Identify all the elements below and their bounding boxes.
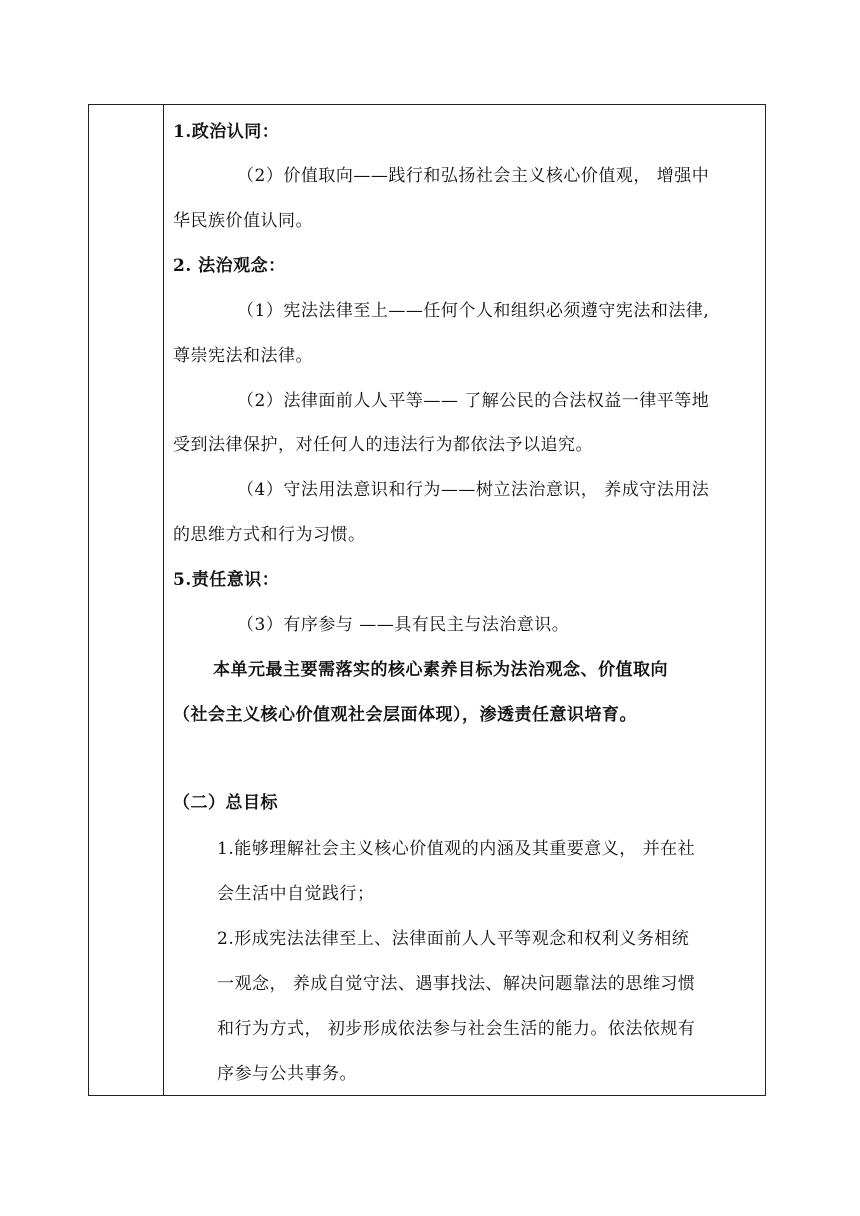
- item2-sub4-line1: （4）守法用法意识和行为——树立法治意识， 养成守法用法: [237, 480, 710, 500]
- content-table: [88, 104, 766, 1096]
- item2-heading: 2. 法治观念：: [173, 256, 286, 276]
- item5-sub3-line1: （3）有序参与 ——具有民主与法治意识。: [237, 615, 570, 635]
- item5-heading: 5.责任意识：: [173, 570, 280, 590]
- goal1-line2: 会生活中自觉践行；: [217, 884, 375, 904]
- summary-line1: 本单元最主要需落实的核心素养目标为法治观念、价值取向: [213, 660, 668, 680]
- table-content-cell: [165, 105, 765, 1095]
- goal2-line1: 2.形成宪法法律至上、法律面前人人平等观念和权利义务相统: [217, 929, 690, 949]
- goal2-line3: 和行为方式， 初步形成依法参与社会生活的能力。依法依规有: [217, 1019, 696, 1039]
- item2-sub2-line1: （2）法律面前人人平等—— 了解公民的合法权益一律平等地: [237, 391, 710, 411]
- item2-sub2-line2: 受到法律保护，对任何人的违法行为都依法予以追究。: [173, 435, 593, 455]
- item1-heading: 1.政治认同：: [173, 122, 280, 142]
- item1-sub2-line1: （2）价值取向——践行和弘扬社会主义核心价值观， 增强中: [237, 166, 710, 186]
- section2-heading: （二）总目标: [173, 793, 278, 813]
- item1-sub2-line2: 华民族价值认同。: [173, 211, 313, 231]
- item2-sub1-line2: 尊崇宪法和法律。: [173, 346, 313, 366]
- summary-line2: （社会主义核心价值观社会层面体现），渗透责任意识培育。: [173, 705, 637, 725]
- goal2-line2: 一观念， 养成自觉守法、遇事找法、解决问题靠法的思维习惯: [217, 974, 696, 994]
- goal1-line1: 1.能够理解社会主义核心价值观的内涵及其重要意义， 并在社: [217, 839, 696, 859]
- table-left-column: [89, 105, 164, 1095]
- item2-sub1-line1: （1）宪法法律至上——任何个人和组织必须遵守宪法和法律,: [237, 301, 710, 321]
- goal2-line4: 序参与公共事务。: [217, 1064, 357, 1084]
- item2-sub4-line2: 的思维方式和行为习惯。: [173, 525, 366, 545]
